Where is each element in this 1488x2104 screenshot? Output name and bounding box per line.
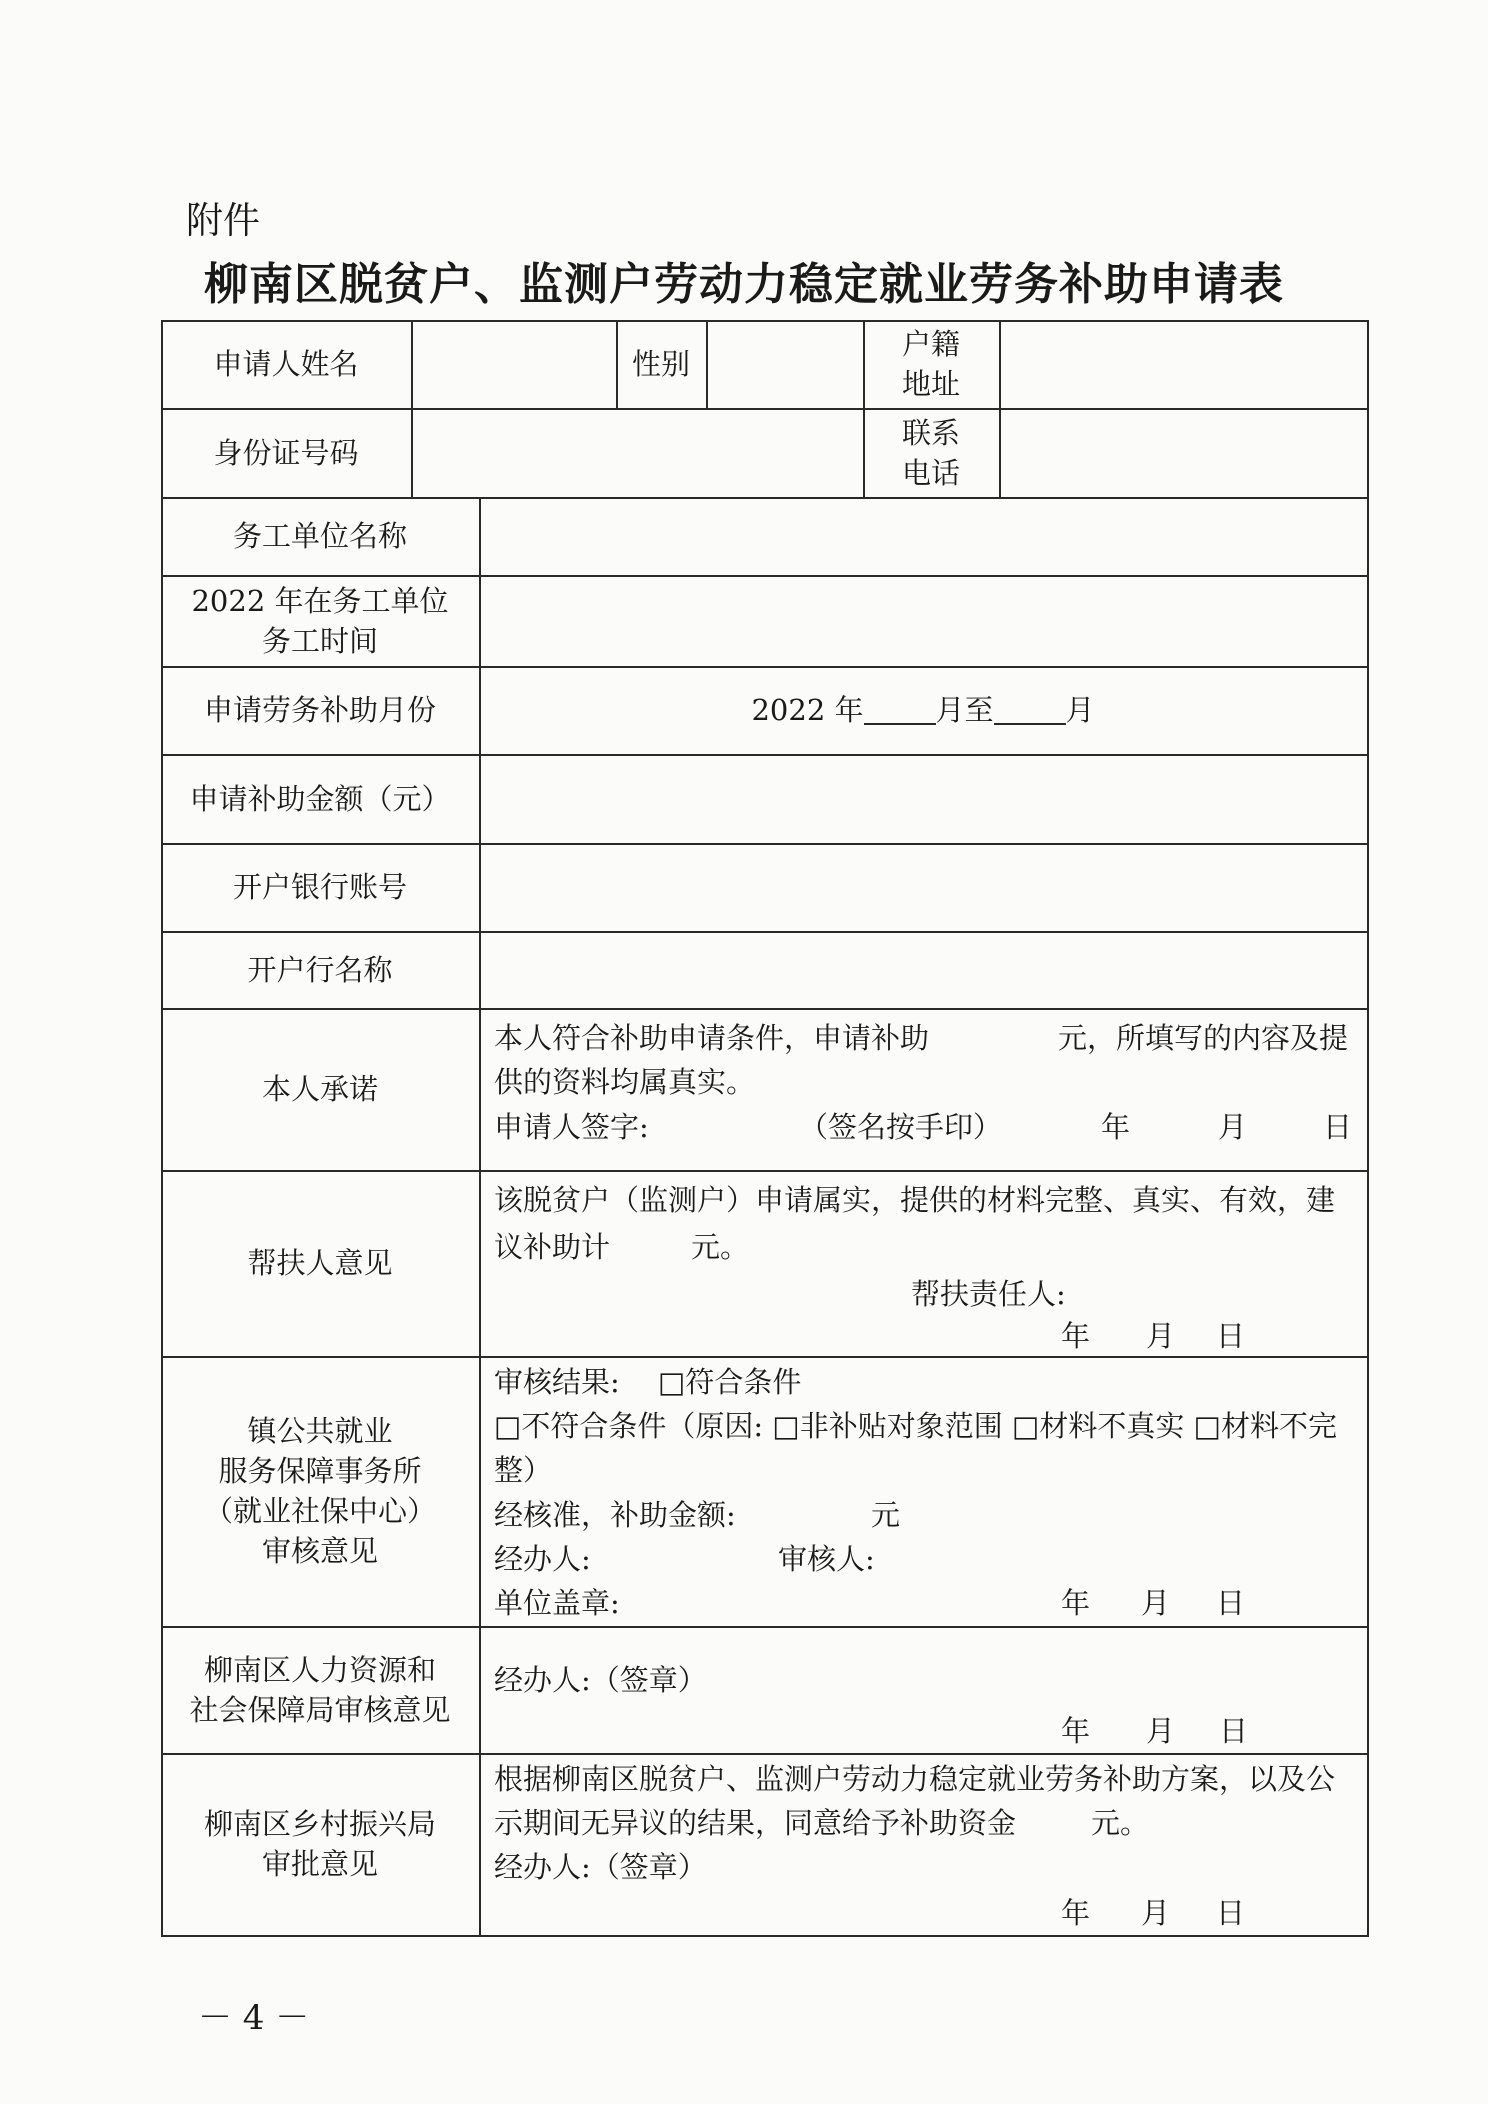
- hr-month: 月: [1146, 1714, 1176, 1748]
- hr-handler-seal: 经办人:（签章）: [494, 1663, 707, 1697]
- town-year: 年: [1061, 1586, 1091, 1620]
- pledge-line-1b: 元，所填写的内容及提: [1058, 1021, 1349, 1055]
- helper-month: 月: [1146, 1319, 1176, 1353]
- town-day: 日: [1216, 1586, 1246, 1620]
- pledge-sign-label: 申请人签字:: [494, 1110, 649, 1144]
- helper-person-label: 帮扶责任人:: [911, 1277, 1066, 1311]
- pledge-line-2: 供的资料均属真实。: [494, 1065, 756, 1099]
- town-unit-seal-label: 单位盖章:: [494, 1586, 620, 1620]
- pledge-sign-note: （签名按手印）: [799, 1110, 1003, 1144]
- helper-day: 日: [1216, 1319, 1246, 1353]
- pledge-month: 月: [1218, 1110, 1248, 1144]
- work-time-label: 2022 年在务工单位 务工时间: [191, 583, 449, 658]
- hr-bureau-label: 柳南区人力资源和 社会保障局审核意见: [189, 1652, 451, 1727]
- helper-line-1: 该脱贫户（监测户）申请属实，提供的材料完整、真实、有效，建: [494, 1183, 1336, 1217]
- application-form: [161, 320, 1369, 1937]
- helper-line-2b: 元。: [691, 1230, 750, 1264]
- town-review-label: 镇公共就业 服务保障事务所 （就业社保中心） 审核意见: [203, 1414, 436, 1568]
- attachment-label: 附件: [186, 199, 260, 242]
- amount-label: 申请补助金额（元）: [189, 781, 451, 816]
- phone-label: 联系 电话: [901, 415, 960, 490]
- pledge-year: 年: [1101, 1110, 1131, 1144]
- town-approved-amount-label: 经核准，补助金额:: [494, 1498, 736, 1532]
- bank-name-field[interactable]: [479, 931, 1367, 1008]
- rural-bureau-label: 柳南区乡村振兴局 审批意见: [203, 1807, 436, 1881]
- phone-field[interactable]: [999, 408, 1367, 497]
- rural-day: 日: [1216, 1896, 1246, 1930]
- hukou-label: 户籍 地址: [901, 327, 960, 401]
- town-month: 月: [1141, 1586, 1171, 1620]
- id-number-field[interactable]: [411, 408, 863, 497]
- bank-name-label: 开户行名称: [247, 952, 393, 987]
- town-handler-label: 经办人:: [494, 1542, 591, 1576]
- months-label: 申请劳务补助月份: [203, 693, 436, 727]
- rural-line-2b: 元。: [1091, 1806, 1150, 1840]
- town-not-qualified-line[interactable]: □不符合条件（原因: □非补贴对象范围 □材料不真实 □材料不完: [494, 1409, 1338, 1443]
- town-yuan: 元: [871, 1498, 901, 1532]
- town-reviewer-label: 审核人:: [778, 1542, 875, 1576]
- bank-account-label: 开户银行账号: [232, 870, 407, 904]
- hr-day: 日: [1219, 1714, 1249, 1748]
- rural-line-1: 根据柳南区脱贫户、监测户劳动力稳定就业劳务补助方案，以及公: [494, 1762, 1336, 1796]
- bank-account-field[interactable]: [479, 843, 1367, 931]
- hukou-field[interactable]: [999, 320, 1367, 408]
- months-field[interactable]: 2022 年 月至 月: [751, 693, 1095, 727]
- rural-handler-seal: 经办人:（签章）: [494, 1850, 707, 1884]
- applicant-name-label: 申请人姓名: [213, 347, 359, 381]
- rural-line-2a: 示期间无异议的结果，同意给予补助资金: [494, 1806, 1017, 1840]
- town-result-label: 审核结果:: [494, 1365, 620, 1399]
- helper-year: 年: [1061, 1319, 1091, 1353]
- helper-line-2a: 议补助计: [494, 1230, 611, 1264]
- rural-month: 月: [1141, 1896, 1171, 1930]
- amount-field[interactable]: [479, 754, 1367, 843]
- form-title: 柳南区脱贫户、监测户劳动力稳定就业劳务补助申请表: [204, 259, 1284, 310]
- page-number: － 4 －: [198, 1998, 310, 2038]
- pledge-line-1a: 本人符合补助申请条件，申请补助: [494, 1021, 930, 1055]
- id-number-label: 身份证号码: [213, 435, 359, 470]
- gender-field[interactable]: [706, 320, 863, 408]
- helper-label: 帮扶人意见: [247, 1246, 393, 1280]
- town-qualified-checkbox[interactable]: □符合条件: [658, 1365, 802, 1399]
- pledge-day: 日: [1323, 1110, 1353, 1144]
- town-not-qualified-line-2: 整）: [494, 1453, 553, 1487]
- work-time-field[interactable]: [479, 575, 1367, 666]
- rural-year: 年: [1061, 1896, 1091, 1930]
- pledge-label: 本人承诺: [261, 1072, 378, 1106]
- employer-field[interactable]: [479, 497, 1367, 575]
- hr-year: 年: [1061, 1714, 1091, 1748]
- employer-label: 务工单位名称: [232, 519, 407, 553]
- applicant-name-field[interactable]: [411, 320, 616, 408]
- gender-label: 性别: [631, 347, 690, 381]
